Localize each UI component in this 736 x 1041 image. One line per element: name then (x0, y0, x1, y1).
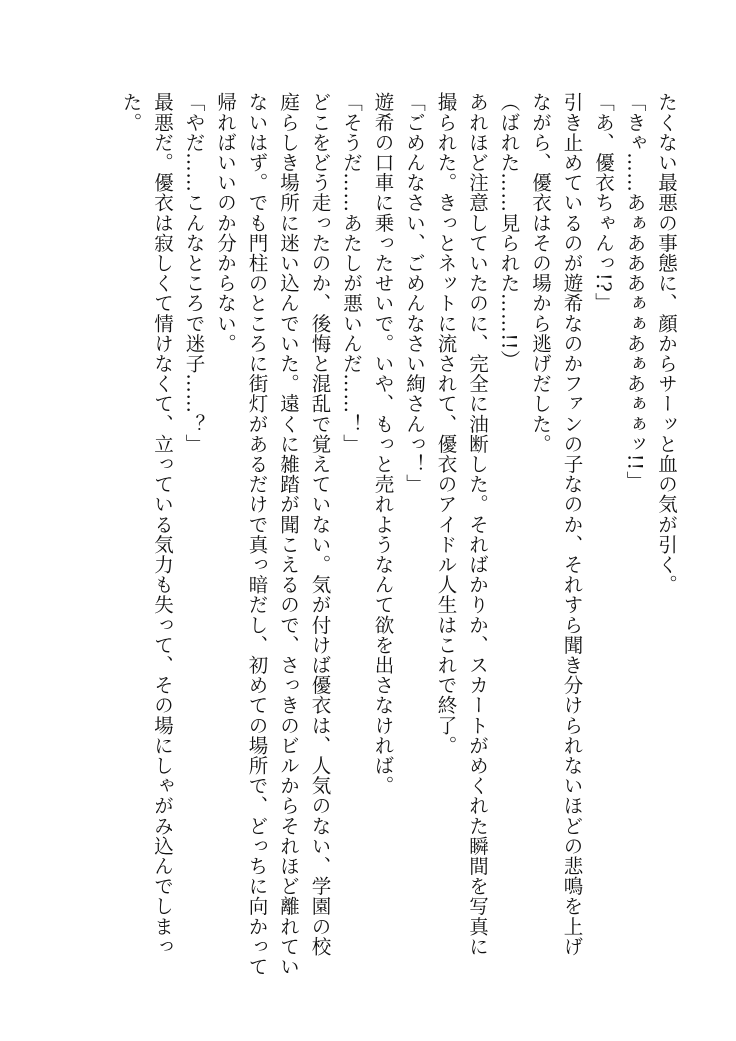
text-line: 「そうだ……あたしが悪いんだ……！」 (340, 92, 363, 454)
text-line: たくない最悪の事態に、顔からサーッと血の気が引く。 (655, 92, 678, 595)
text-line: 「あ、優衣ちゃんっ!?」 (592, 92, 615, 313)
text-line: 引き止めているのが遊希なのかファンの子なのか、それすら聞き分けられないほどの悲鳴を上げ (560, 92, 584, 957)
text-line: ないはず。でも門柱のところに街灯があるだけで真っ暗だし、初めての場所で、どっちに向かって (245, 92, 269, 977)
text-line: 遊希の口車に乗ったせいで。いや、もっと売れようなんて欲を出さなければ。 (371, 92, 395, 796)
text-line: あれほど注意していたのに、完全に油断した。そればかりか、スカートがめくれた瞬間を写真に (466, 92, 489, 957)
text-line: （ばれた……見られた……!!） (497, 92, 521, 371)
text-line: ながら、優衣はその場から逃げだした。 (529, 92, 552, 454)
text-line: 「ごめんなさい、ごめんなさい絢さんっ！」 (403, 92, 426, 494)
text-line: 帰ればいいのか分からない。 (214, 92, 237, 354)
text-line: た。 (119, 92, 143, 133)
text-line: 庭らしき場所に迷い込んでいた。遠くに雑踏が聞こえるので、さっきのビルからそれほど離れてい (277, 92, 300, 977)
text-line: 「きゃ……あぁあああぁぁあぁあぁぁッ!!」 (623, 92, 647, 491)
vertical-text-body (115, 92, 682, 977)
text-line: どこをどう走ったのか、後悔と混乱で覚えていない。気が付けば優衣は、人気のない、学園の校 (308, 92, 332, 957)
text-line: 最悪だ。優衣は寂しくて情けなくて、立っている気力も失って、その場にしゃがみ込んでしまっ (151, 92, 174, 957)
text-line: 撮られた。きっとネットに流されて、優衣のアイドル人生はこれで終了。 (434, 92, 458, 756)
text-line: 「やだ……こんなところで迷子……？」 (182, 92, 206, 454)
